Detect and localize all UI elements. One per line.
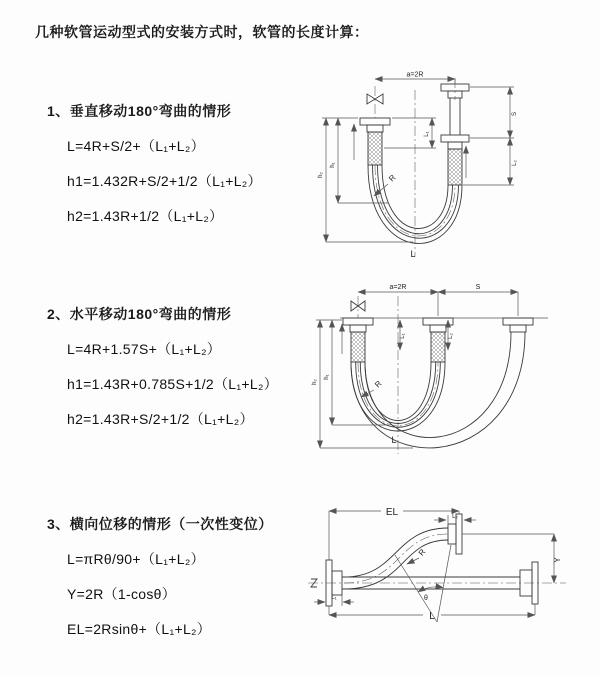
diagram-lateral-displacement bbox=[298, 498, 600, 628]
section-heading: 2、水平移动180°弯曲的情形 bbox=[47, 306, 232, 322]
braid-hose bbox=[368, 132, 382, 165]
dim-label-theta: θ bbox=[424, 595, 428, 602]
dim-label-l2: L₂ bbox=[448, 333, 454, 339]
dim-label-s: S bbox=[512, 111, 518, 117]
formula-line: h2=1.43R+S/2+1/2（L₁+L₂） bbox=[67, 411, 254, 427]
left-fitting bbox=[343, 318, 373, 362]
dim-label-r: R bbox=[373, 379, 384, 390]
dim-label-h1: h₁ bbox=[324, 374, 330, 380]
formula-line: h1=1.432R+S/2+1/2（L₁+L₂） bbox=[67, 173, 262, 189]
dim-label-a2r: a=2R bbox=[406, 71, 424, 79]
formula-line: h2=1.43R+1/2（L₁+L₂） bbox=[67, 208, 224, 224]
formula-line: h1=1.43R+0.785S+1/2（L₁+L₂） bbox=[67, 376, 278, 392]
formula-line: Y=2R（1-cosθ） bbox=[67, 586, 177, 602]
dim-label-y: Y bbox=[553, 557, 562, 563]
dimension-lines bbox=[314, 511, 554, 615]
dim-label-el: EL bbox=[385, 507, 399, 518]
hose-displaced-position bbox=[344, 528, 448, 589]
formula-line: L=4R+S/2+（L₁+L₂） bbox=[67, 138, 205, 154]
centerlines bbox=[375, 78, 455, 256]
formula-line: L=πRθ/90+（L₁+L₂） bbox=[67, 551, 205, 567]
dim-label-l: L bbox=[429, 611, 435, 622]
formula-line: L=4R+1.57S+（L₁+L₂） bbox=[67, 341, 222, 357]
dim-label-l2: L₂ bbox=[512, 160, 518, 166]
dim-label-a2r: a=2R bbox=[389, 284, 407, 291]
dim-label-l: L bbox=[391, 435, 397, 445]
section-vertical-180 bbox=[47, 101, 262, 226]
dim-label-l1: L₁ bbox=[424, 131, 430, 137]
middle-fitting bbox=[423, 318, 453, 362]
braid-hose bbox=[448, 149, 462, 185]
dim-label-r: R bbox=[416, 547, 428, 558]
section-horizontal-180 bbox=[47, 304, 278, 429]
braid-hose bbox=[351, 332, 365, 362]
section-lateral-displacement bbox=[47, 514, 273, 639]
dim-label-l: L bbox=[410, 249, 416, 259]
formula-line: EL=2Rsinθ+（L₁+L₂） bbox=[67, 621, 212, 637]
dim-label-h2: h₂ bbox=[318, 172, 324, 178]
dimension-lines bbox=[322, 79, 514, 242]
braid-hose bbox=[431, 332, 445, 362]
diagram-vertical-180-bend bbox=[310, 70, 600, 260]
dim-label-h2: h₂ bbox=[312, 379, 318, 385]
section-heading: 1、垂直移动180°弯曲的情形 bbox=[47, 103, 232, 119]
centerlines bbox=[308, 534, 566, 587]
dim-label-l2: L₂ bbox=[452, 514, 458, 520]
dim-label-r: R bbox=[387, 173, 398, 184]
diagram-horizontal-180-bend bbox=[308, 282, 600, 460]
dim-label-l1: L₁ bbox=[331, 595, 337, 601]
displaced-fitting bbox=[503, 318, 533, 332]
centerlines bbox=[358, 296, 438, 454]
dimension-lines bbox=[316, 292, 518, 448]
page-title: 几种软管运动型式的安装方式时，软管的长度计算： bbox=[35, 24, 369, 40]
left-fitting bbox=[360, 118, 390, 165]
dim-label-h1: h₁ bbox=[330, 162, 336, 168]
dim-label-s: S bbox=[475, 284, 481, 291]
dim-label-l1: L₁ bbox=[400, 333, 406, 339]
section-heading: 3、横向位移的情形（一次性变位） bbox=[47, 516, 273, 532]
